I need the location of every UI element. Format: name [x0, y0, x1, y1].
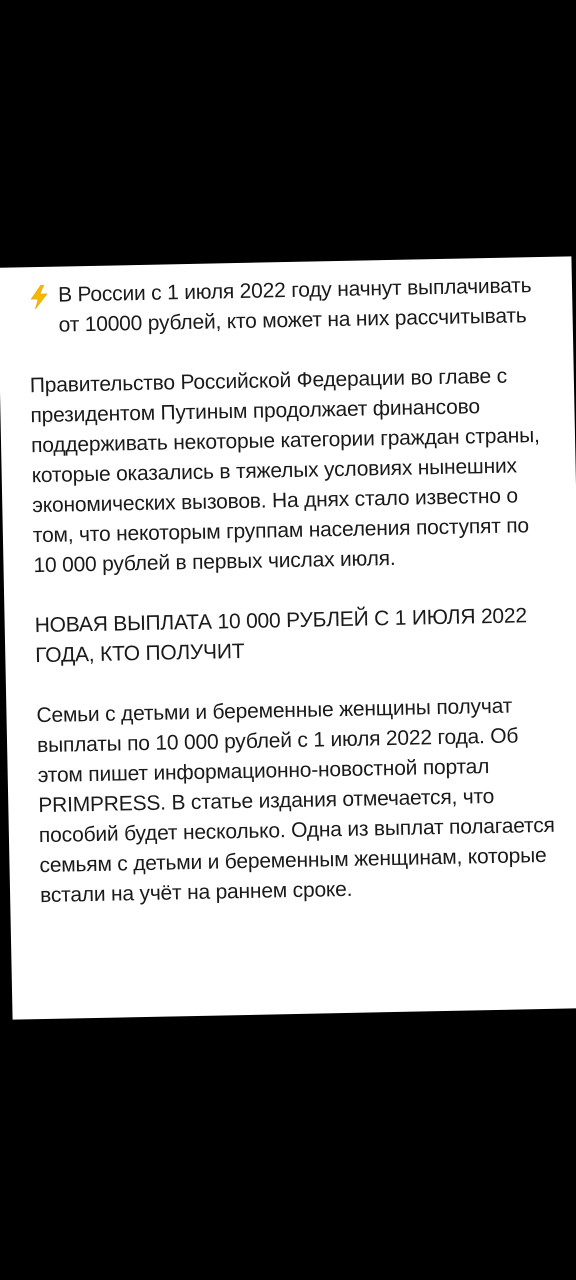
post-paragraph-2: Семьи с детьми и беременные женщины получат выплаты по 10 000 рублей с 1 июля 2022 года. Об этом пишет информационно-новостной портал PRIMPRESS. В статье издания отмечается, что пособий будет несколько. Одна из выплат полагается семьям с детьми и беременным женщинам, которые встали на учёт на раннем сроке. — [36, 694, 555, 908]
post-paragraph-1: Правительство Российской Федерации во главе с президентом Путиным продолжает финансово поддерживать некоторые категории граждан страны, которые оказались в тяжелых условиях нынешних экономических вызовов. На днях стало известно о том, что некоторым группам населения поступят по 10 000 рублей в первых числах июля. — [29, 364, 540, 578]
post-title-text: В России с 1 июля 2022 году начнут выплачивать от 10000 рублей, кто может на них рассчитывать — [57, 274, 532, 337]
post-heading: НОВАЯ ВЫПЛАТА 10 000 РУБЛЕЙ С 1 ИЮЛЯ 2022 ГОДА, КТО ПОЛУЧИТ — [34, 604, 528, 668]
lightning-emoji-icon — [28, 281, 53, 311]
post-card — [0, 256, 576, 1019]
post-title — [28, 271, 553, 342]
post-body — [28, 271, 565, 911]
